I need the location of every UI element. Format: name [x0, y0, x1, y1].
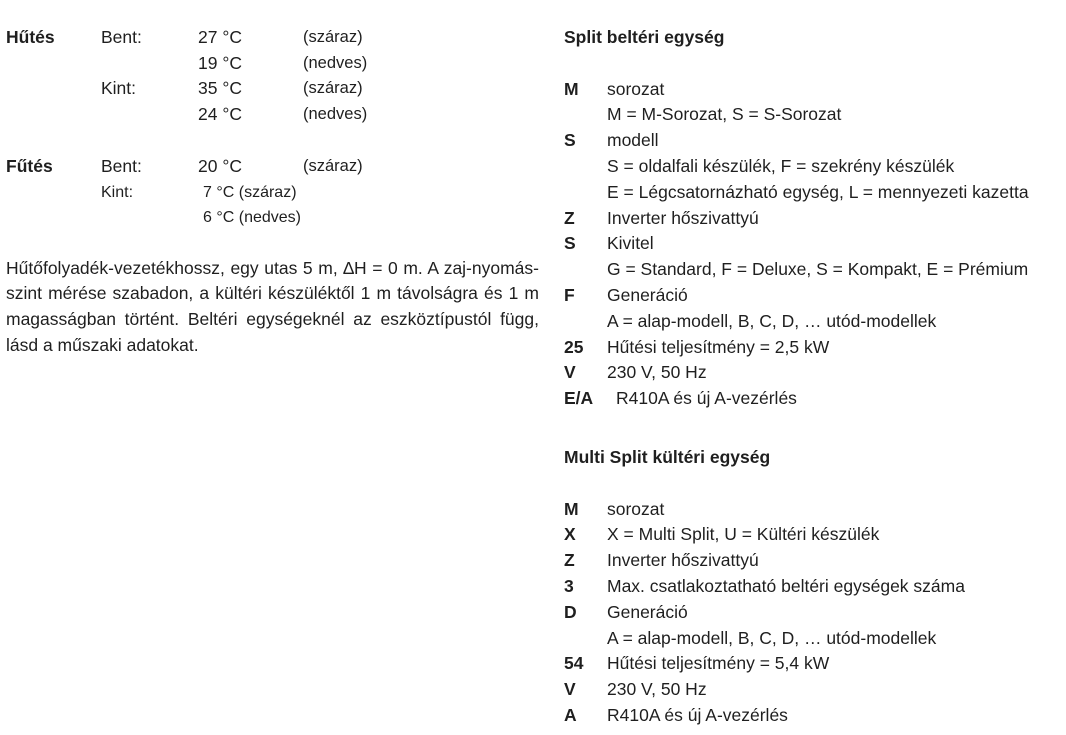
- code-row: [564, 154, 1059, 180]
- code-description: Inverter hőszivattyú: [607, 550, 759, 571]
- dry-label: (száraz): [303, 28, 363, 46]
- code-description: Hűtési teljesítmény = 2,5 kW: [607, 336, 830, 357]
- code-letter: E/A: [564, 388, 594, 409]
- heating-outdoor-label: Kint:: [101, 183, 134, 201]
- code-description: sorozat: [607, 498, 665, 519]
- cooling-outdoor-dry-temp: 35 °C: [198, 78, 242, 98]
- cooling-conditions: [6, 25, 541, 127]
- dry-label: (száraz): [303, 157, 363, 175]
- code-letter: Z: [564, 550, 575, 571]
- code-description: Generáció: [607, 601, 688, 622]
- cooling-indoor-dry-row: [6, 25, 541, 51]
- code-description: R410A és új A-vezérlés: [616, 388, 797, 409]
- code-description: R410A és új A-vezérlés: [607, 704, 788, 725]
- heating-outdoor-line-1: 7 °C (száraz): [203, 183, 297, 201]
- code-row: [564, 386, 1059, 412]
- code-row: [564, 128, 1059, 154]
- code-letter: S: [564, 233, 576, 254]
- conditions-column: [6, 25, 541, 376]
- cooling-indoor-dry-temp: 27 °C: [198, 27, 242, 47]
- cooling-outdoor-dry-row: [6, 76, 541, 102]
- split-indoor-code-list: [564, 77, 1059, 412]
- code-letter: F: [564, 284, 575, 305]
- code-description: Kivitel: [607, 233, 654, 254]
- code-description: Max. csatlakoztatható beltéri egységek száma: [607, 575, 965, 596]
- code-description: M = M-Sorozat, S = S-Sorozat: [607, 104, 842, 125]
- cooling-outdoor-label: Kint:: [101, 78, 137, 98]
- heating-indoor-label: Bent:: [101, 156, 142, 176]
- heating-outdoor-row-2: [6, 205, 541, 231]
- code-description: 230 V, 50 Hz: [607, 362, 707, 383]
- code-letter: 3: [564, 575, 574, 596]
- code-row: [564, 626, 1059, 652]
- heating-indoor-row: [6, 154, 541, 180]
- code-letter: 25: [564, 336, 584, 357]
- code-row: [564, 497, 1059, 523]
- multi-outdoor-code-list: [564, 497, 1059, 729]
- code-row: [564, 651, 1059, 677]
- code-description: 230 V, 50 Hz: [607, 679, 707, 700]
- heating-outdoor-row-1: [6, 180, 541, 206]
- model-code-column: [564, 25, 1059, 729]
- code-description: Generáció: [607, 284, 688, 305]
- code-row: [564, 600, 1059, 626]
- code-row: [564, 102, 1059, 128]
- code-description: modell: [607, 130, 659, 151]
- wet-label: (nedves): [303, 104, 368, 123]
- code-description: E = Légcsatornázható egység, L = mennyezeti kazetta: [607, 181, 1029, 202]
- code-letter: D: [564, 601, 577, 622]
- code-description: A = alap-modell, B, C, D, … utód-modellek: [607, 310, 937, 331]
- cooling-title: Hűtés: [6, 27, 55, 47]
- code-description: Hűtési teljesítmény = 5,4 kW: [607, 653, 830, 674]
- code-letter: V: [564, 362, 576, 383]
- cooling-indoor-wet-row: [6, 51, 541, 77]
- code-letter: S: [564, 130, 576, 151]
- heating-outdoor-line-2: 6 °C (nedves): [203, 209, 301, 226]
- cooling-indoor-wet-temp: 19 °C: [198, 52, 242, 73]
- code-row: [564, 257, 1059, 283]
- code-description: S = oldalfali készülék, F = szekrény készülék: [607, 155, 955, 176]
- code-row: [564, 677, 1059, 703]
- cooling-outdoor-wet-temp: 24 °C: [198, 103, 242, 124]
- code-row: [564, 180, 1059, 206]
- code-letter: 54: [564, 653, 584, 674]
- code-row: [564, 574, 1059, 600]
- heating-indoor-temp: 20 °C: [198, 156, 242, 176]
- code-row: [564, 360, 1059, 386]
- cooling-outdoor-wet-row: [6, 102, 541, 128]
- code-letter: X: [564, 524, 576, 545]
- measurement-note: Hűtőfolyadék-vezetékhossz, egy utas 5 m, ∆H = 0 m. A zaj-nyomás-szint mérése szabadon, a kültéri készüléktől 1 m távolságra és 1 m magasságban történt. Beltéri egységeknél az eszköztípustól függ, lásd a műszaki adatokat.: [6, 257, 539, 355]
- code-row: [564, 309, 1059, 335]
- code-row: [564, 283, 1059, 309]
- multi-outdoor-title: Multi Split kültéri egység: [564, 446, 771, 467]
- code-description: X = Multi Split, U = Kültéri készülék: [607, 524, 880, 545]
- code-row: [564, 335, 1059, 361]
- code-row: [564, 206, 1059, 232]
- split-indoor-title: Split beltéri egység: [564, 27, 725, 47]
- code-row: [564, 77, 1059, 103]
- code-description: sorozat: [607, 78, 665, 99]
- cooling-indoor-label: Bent:: [101, 27, 142, 47]
- code-letter: M: [564, 498, 579, 519]
- code-letter: Z: [564, 207, 575, 228]
- heating-title: Fűtés: [6, 156, 53, 176]
- code-row: [564, 548, 1059, 574]
- code-row: [564, 231, 1059, 257]
- code-letter: M: [564, 78, 579, 99]
- code-letter: V: [564, 679, 576, 700]
- heating-conditions: [6, 154, 541, 231]
- code-row: [564, 522, 1059, 548]
- code-description: A = alap-modell, B, C, D, … utód-modellek: [607, 627, 937, 648]
- code-letter: A: [564, 704, 577, 725]
- code-row: [564, 703, 1059, 729]
- code-description: G = Standard, F = Deluxe, S = Kompakt, E = Prémium: [607, 259, 1029, 280]
- wet-label: (nedves): [303, 53, 368, 72]
- code-description: Inverter hőszivattyú: [607, 207, 759, 228]
- dry-label: (száraz): [303, 79, 363, 97]
